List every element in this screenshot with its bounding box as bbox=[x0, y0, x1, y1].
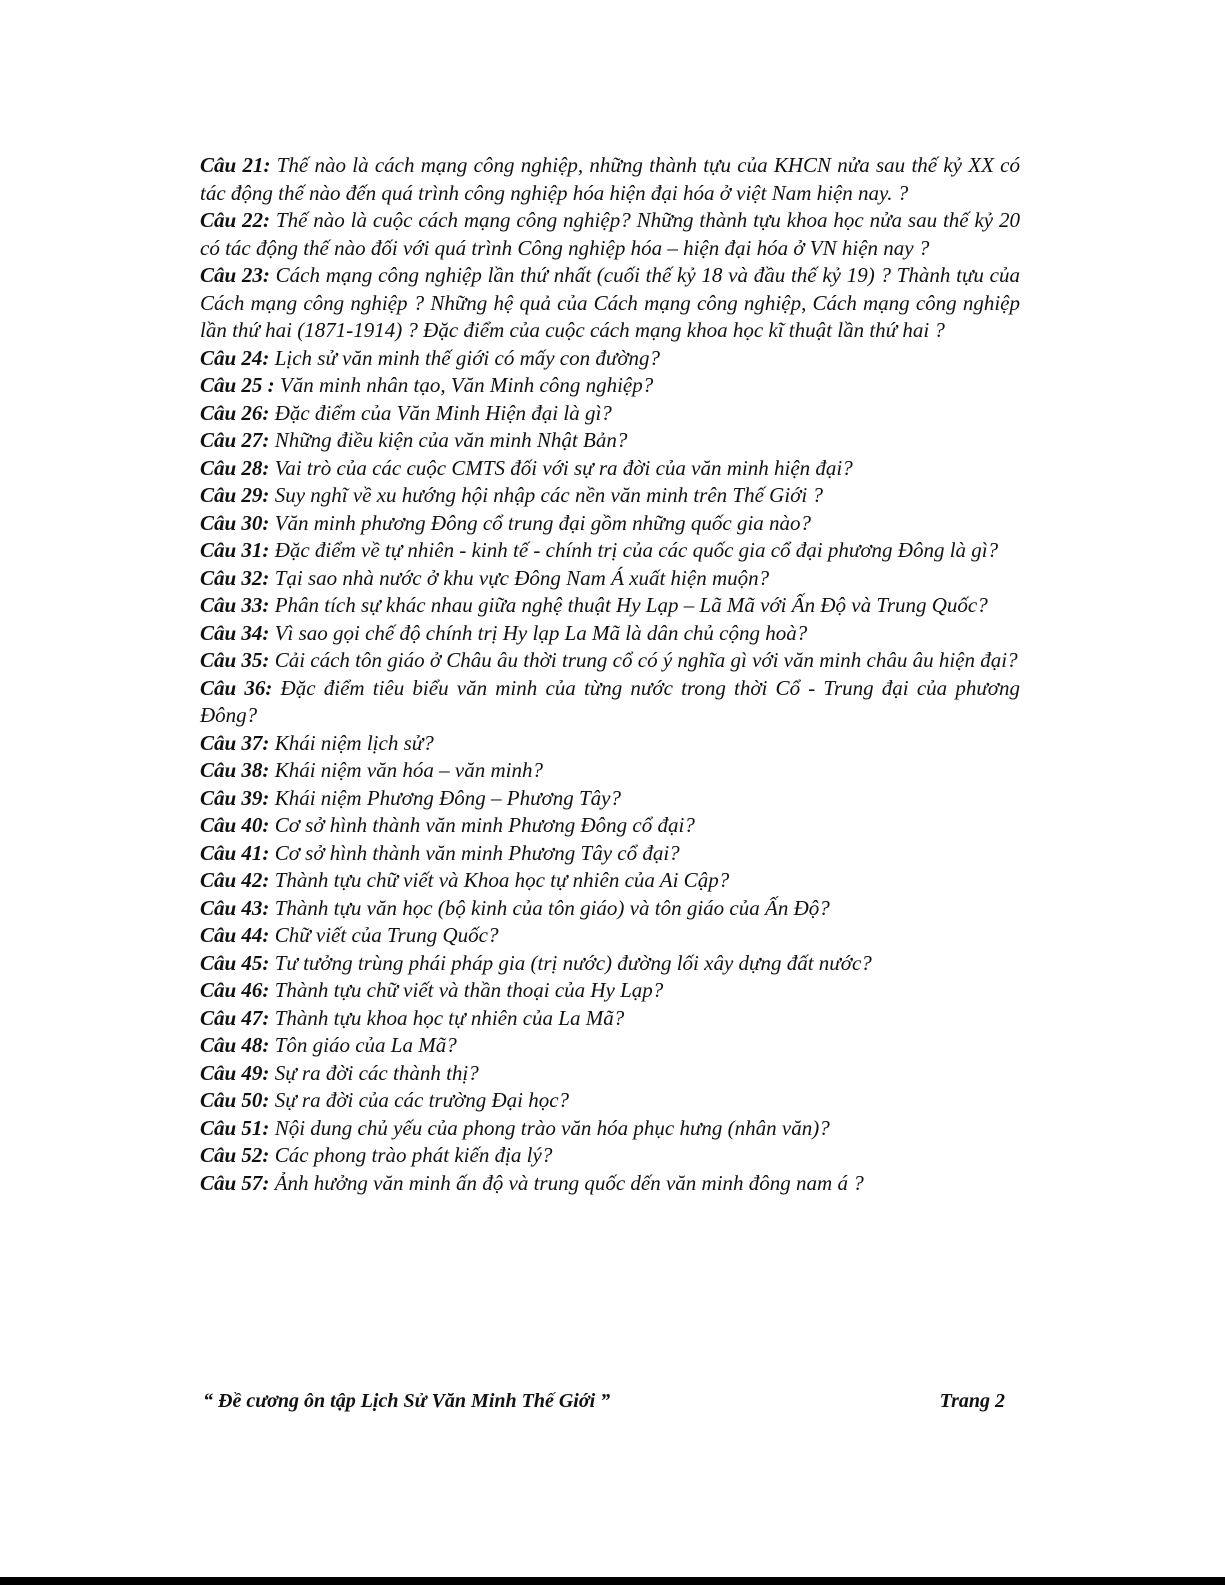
question-item bbox=[200, 950, 1020, 978]
question-item bbox=[200, 1060, 1020, 1088]
question-text: Khái niệm lịch sử? bbox=[269, 730, 434, 755]
footer-title: “ Đề cương ôn tập Lịch Sử Văn Minh Thế Giới ” bbox=[203, 1390, 611, 1412]
question-text: Cải cách tôn giáo ở Châu âu thời trung cổ có ý nghĩa gì với văn minh châu âu hiện đại? bbox=[269, 648, 1018, 672]
question-text: Thành tựu văn học (bộ kinh của tôn giáo) và tôn giáo của Ấn Độ? bbox=[269, 895, 830, 920]
question-text: Vì sao gọi chế độ chính trị Hy lạp La Mã là dân chủ cộng hoà? bbox=[269, 620, 808, 645]
question-label: Câu 49: bbox=[200, 1060, 270, 1085]
question-label: Câu 39: bbox=[200, 785, 270, 810]
question-label: Câu 38: bbox=[200, 758, 270, 782]
question-label: Câu 32: bbox=[200, 565, 270, 590]
question-item bbox=[200, 1115, 1020, 1143]
question-item bbox=[200, 1142, 1020, 1170]
page-number: Trang 2 bbox=[939, 1390, 1005, 1412]
question-text: Đặc điểm của Văn Minh Hiện đại là gì? bbox=[269, 400, 612, 425]
question-item bbox=[200, 400, 1020, 428]
question-item bbox=[200, 537, 1020, 565]
question-label: Câu 24: bbox=[200, 345, 270, 370]
question-label: Câu 22: bbox=[200, 208, 271, 232]
question-item bbox=[200, 565, 1020, 593]
question-text: Sự ra đời của các trường Đại học? bbox=[269, 1088, 570, 1112]
question-text: Ảnh hưởng văn minh ấn độ và trung quốc dến văn minh đông nam á ? bbox=[269, 1170, 864, 1195]
question-item bbox=[200, 1005, 1020, 1033]
question-text: Đặc điểm về tự nhiên - kinh tế - chính trị của các quốc gia cổ đại phương Đông là gì? bbox=[269, 538, 999, 562]
question-item bbox=[200, 510, 1020, 538]
question-item bbox=[200, 1032, 1020, 1060]
question-text: Tư tưởng trùng phái pháp gia (trị nước) đường lối xây dựng đất nước? bbox=[269, 950, 872, 975]
question-item bbox=[200, 1087, 1020, 1115]
question-text: Phân tích sự khác nhau giữa nghệ thuật Hy Lạp – Lã Mã với Ấn Độ và Trung Quốc? bbox=[269, 593, 988, 617]
bottom-border-line bbox=[0, 1577, 1225, 1585]
question-text: Cơ sở hình thành văn minh Phương Tây cổ đại? bbox=[269, 840, 680, 865]
question-item bbox=[200, 675, 1020, 730]
question-label: Câu 21: bbox=[200, 153, 271, 177]
question-label: Câu 57: bbox=[200, 1170, 270, 1195]
question-text: Cơ sở hình thành văn minh Phương Đông cổ đại? bbox=[269, 813, 695, 837]
question-item bbox=[200, 207, 1020, 262]
question-text: Khái niệm Phương Đông – Phương Tây? bbox=[269, 785, 621, 810]
question-label: Câu 42: bbox=[200, 868, 270, 892]
question-text: Các phong trào phát kiến địa lý? bbox=[269, 1143, 553, 1167]
question-item bbox=[200, 812, 1020, 840]
question-label: Câu 45: bbox=[200, 950, 270, 975]
question-text: Tôn giáo của La Mã? bbox=[269, 1033, 457, 1057]
question-item bbox=[200, 757, 1020, 785]
question-text: Sự ra đời các thành thị? bbox=[269, 1060, 479, 1085]
question-label: Câu 44: bbox=[200, 923, 270, 947]
question-label: Câu 43: bbox=[200, 895, 270, 920]
question-label: Câu 35: bbox=[200, 648, 270, 672]
question-label: Câu 30: bbox=[200, 510, 270, 535]
question-text: Thành tựu khoa học tự nhiên của La Mã? bbox=[269, 1005, 625, 1030]
question-text: Thế nào là cách mạng công nghiệp, những thành tựu của KHCN nửa sau thế kỷ XX có tác động thế nào đến quá trình công nghiệp hóa hiện đại hóa ở việt Nam hiện nay. ? bbox=[200, 153, 1020, 205]
question-item bbox=[200, 895, 1020, 923]
question-item bbox=[200, 592, 1020, 620]
question-text: Thế nào là cuộc cách mạng công nghiệp? Những thành tựu khoa học nửa sau thế kỷ 20 có tác động thế nào đối với quá trình Công nghiệp hóa – hiện đại hóa ở VN hiện nay ? bbox=[200, 208, 1020, 260]
question-label: Câu 46: bbox=[200, 978, 270, 1002]
question-item bbox=[200, 1170, 1020, 1198]
question-item bbox=[200, 922, 1020, 950]
question-item bbox=[200, 840, 1020, 868]
question-label: Câu 36: bbox=[200, 675, 273, 700]
question-label: Câu 31: bbox=[200, 538, 270, 562]
question-item bbox=[200, 345, 1020, 373]
question-text: Cách mạng công nghiệp lần thứ nhất (cuối thế kỷ 18 và đầu thế kỷ 19) ? Thành tựu của Cách mạng công nghiệp ? Những hệ quả của Cách mạng công nghiệp, Cách mạng công nghiệp lần thứ hai (1871-1914) ? Đặc điểm của cuộc cách mạng khoa học kĩ thuật lần thứ hai ? bbox=[200, 263, 1020, 342]
question-label: Câu 26: bbox=[200, 400, 270, 425]
question-item bbox=[200, 730, 1020, 758]
question-item bbox=[200, 152, 1020, 207]
question-text: Những điều kiện của văn minh Nhật Bản? bbox=[269, 428, 628, 452]
question-text: Nội dung chủ yếu của phong trào văn hóa phục hưng (nhân văn)? bbox=[269, 1115, 830, 1140]
question-item bbox=[200, 785, 1020, 813]
question-item bbox=[200, 262, 1020, 345]
question-item bbox=[200, 427, 1020, 455]
question-label: Câu 37: bbox=[200, 730, 270, 755]
question-item bbox=[200, 455, 1020, 483]
question-list bbox=[200, 152, 1020, 1197]
question-label: Câu 52: bbox=[200, 1143, 270, 1167]
question-label: Câu 47: bbox=[200, 1005, 270, 1030]
question-item bbox=[200, 647, 1020, 675]
question-text: Lịch sử văn minh thế giới có mấy con đường? bbox=[269, 345, 661, 370]
question-item bbox=[200, 977, 1020, 1005]
question-label: Câu 23: bbox=[200, 263, 270, 287]
question-text: Chữ viết của Trung Quốc? bbox=[269, 923, 499, 947]
question-item bbox=[200, 482, 1020, 510]
question-text: Thành tựu chữ viết và Khoa học tự nhiên của Ai Cập? bbox=[269, 868, 730, 892]
question-label: Câu 51: bbox=[200, 1115, 270, 1140]
question-label: Câu 28: bbox=[200, 455, 270, 480]
question-item bbox=[200, 372, 1020, 400]
question-text: Đặc điểm tiêu biểu văn minh của từng nước trong thời Cổ - Trung đại của phương Đông? bbox=[200, 675, 1020, 727]
question-label: Câu 40: bbox=[200, 813, 270, 837]
question-label: Câu 29: bbox=[200, 483, 270, 507]
page-footer bbox=[203, 1390, 1013, 1413]
question-text: Thành tựu chữ viết và thần thoại của Hy Lạp? bbox=[269, 978, 664, 1002]
question-item bbox=[200, 867, 1020, 895]
question-item bbox=[200, 620, 1020, 648]
question-label: Câu 41: bbox=[200, 840, 270, 865]
question-label: Câu 48: bbox=[200, 1033, 270, 1057]
question-text: Vai trò của các cuộc CMTS đối với sự ra đời của văn minh hiện đại? bbox=[269, 455, 853, 480]
question-label: Câu 33: bbox=[200, 593, 270, 617]
question-text: Văn minh nhân tạo, Văn Minh công nghiệp? bbox=[274, 373, 654, 397]
question-label: Câu 34: bbox=[200, 620, 270, 645]
question-label: Câu 27: bbox=[200, 428, 270, 452]
question-text: Tại sao nhà nước ở khu vực Đông Nam Á xuất hiện muộn? bbox=[269, 565, 770, 590]
question-text: Suy nghĩ về xu hướng hội nhập các nền văn minh trên Thế Giới ? bbox=[269, 483, 823, 507]
question-text: Khái niệm văn hóa – văn minh? bbox=[269, 758, 543, 782]
question-label: Câu 50: bbox=[200, 1088, 270, 1112]
question-label: Câu 25 : bbox=[200, 373, 275, 397]
question-text: Văn minh phương Đông cổ trung đại gồm những quốc gia nào? bbox=[269, 510, 812, 535]
